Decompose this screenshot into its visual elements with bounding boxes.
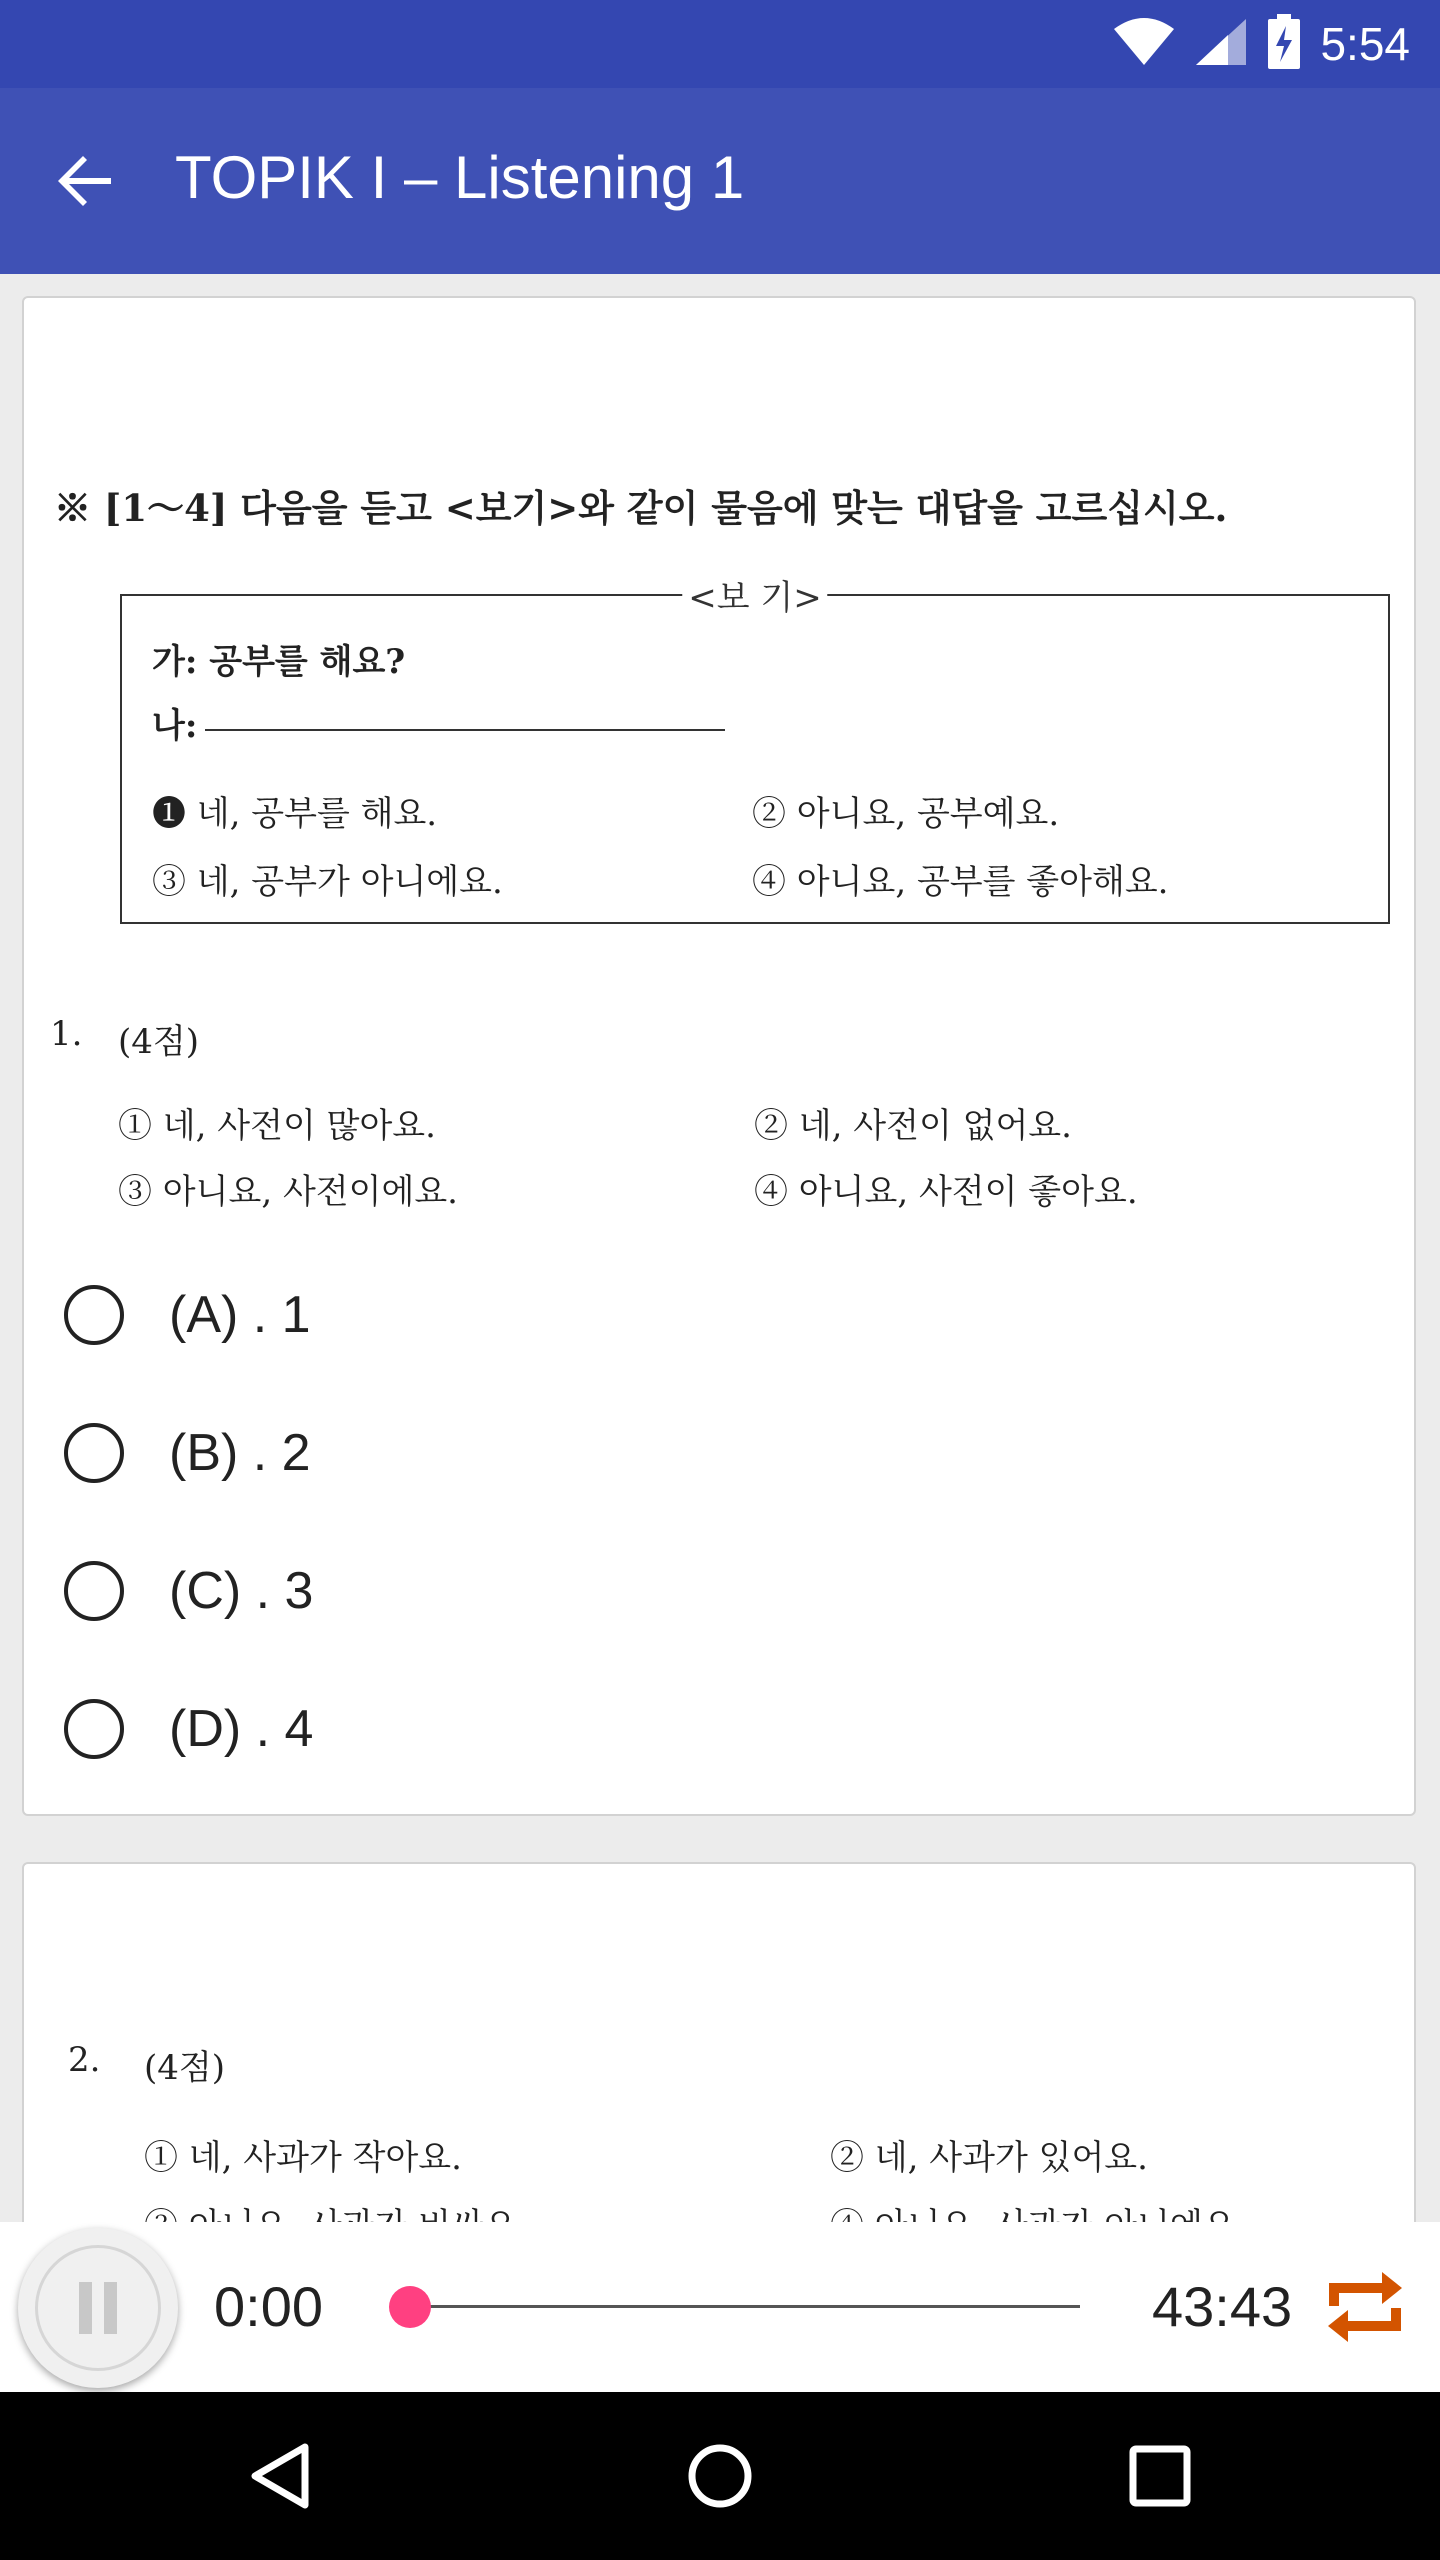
app-bar [0,88,1440,274]
answer-label: (D) . 4 [169,1700,314,1758]
answer-label: (B) . 2 [169,1424,311,1482]
cell-signal-icon [1194,17,1248,71]
example-option-4: ④ 아니요, 공부를 좋아해요. [752,862,1169,902]
question-option-3: ③ 아니요, 사전이에요. [118,1172,458,1212]
question-option-2: ② 네, 사전이 없어요. [754,1106,1072,1146]
question-option-2: ② 네, 사과가 있어요. [830,2138,1148,2178]
home-circle-icon [685,2441,755,2511]
audio-player [0,2222,1440,2392]
question-option-1: ① 네, 사전이 많아요. [118,1106,436,1146]
answer-option-c[interactable] [64,1536,313,1646]
example-option-2: ② 아니요, 공부예요. [752,794,1060,834]
status-bar [0,0,1440,88]
example-line-na [152,698,725,747]
pause-icon [73,2280,123,2336]
answer-option-a[interactable] [64,1260,311,1370]
question-points: (4점) [144,2048,226,2088]
wifi-icon [1112,17,1176,71]
radio-button[interactable] [64,1699,124,1759]
question-number: 2. [68,2040,101,2080]
question-number: 1. [50,1014,83,1054]
seek-thumb[interactable] [389,2286,431,2328]
radio-button[interactable] [64,1285,124,1345]
current-time: 0:00 [214,2275,323,2338]
nav-recents-button[interactable] [1110,2426,1210,2526]
question-card-1 [22,296,1416,1816]
repeat-icon [1320,2262,1410,2352]
answer-option-b[interactable] [64,1398,311,1508]
nav-home-button[interactable] [670,2426,770,2526]
question-option-4: ④ 아니요, 사전이 좋아요. [754,1172,1138,1212]
example-line-ga: 가: 공부를 해요? [152,642,406,682]
example-box [120,578,1390,924]
radio-button[interactable] [64,1561,124,1621]
question-card-2 [22,1862,1416,2262]
answer-blank [205,725,725,731]
question-points: (4점) [118,1022,200,1062]
arrow-back-icon [53,149,117,213]
question-option-1: ① 네, 사과가 작아요. [144,2138,462,2178]
status-time: 5:54 [1320,18,1410,70]
example-line-na-label: 나: [152,706,198,746]
total-time: 43:43 [1152,2275,1293,2338]
answer-label: (C) . 3 [169,1562,314,1620]
navigation-bar [0,2392,1440,2560]
seek-track[interactable] [410,2305,1080,2308]
repeat-button[interactable] [1320,2262,1410,2352]
answer-option-d[interactable] [64,1674,313,1784]
recents-square-icon [1125,2441,1195,2511]
battery-charging-icon [1266,14,1302,74]
example-option-3: ③ 네, 공부가 아니에요. [152,862,503,902]
question-instruction: ※ [1～4] 다음을 듣고 <보기>와 같이 물음에 맞는 대답을 고르십시오. [54,486,1228,530]
back-button[interactable] [40,136,130,226]
example-box-title: <보 기> [682,570,827,619]
example-option-1: ❶ 네, 공부를 해요. [152,794,438,834]
pause-button[interactable] [18,2228,178,2388]
radio-button[interactable] [64,1423,124,1483]
nav-back-button[interactable] [230,2426,330,2526]
back-triangle-icon [245,2441,315,2511]
page-title: TOPIK I – Listening 1 [175,144,745,211]
answer-label: (A) . 1 [169,1286,311,1344]
